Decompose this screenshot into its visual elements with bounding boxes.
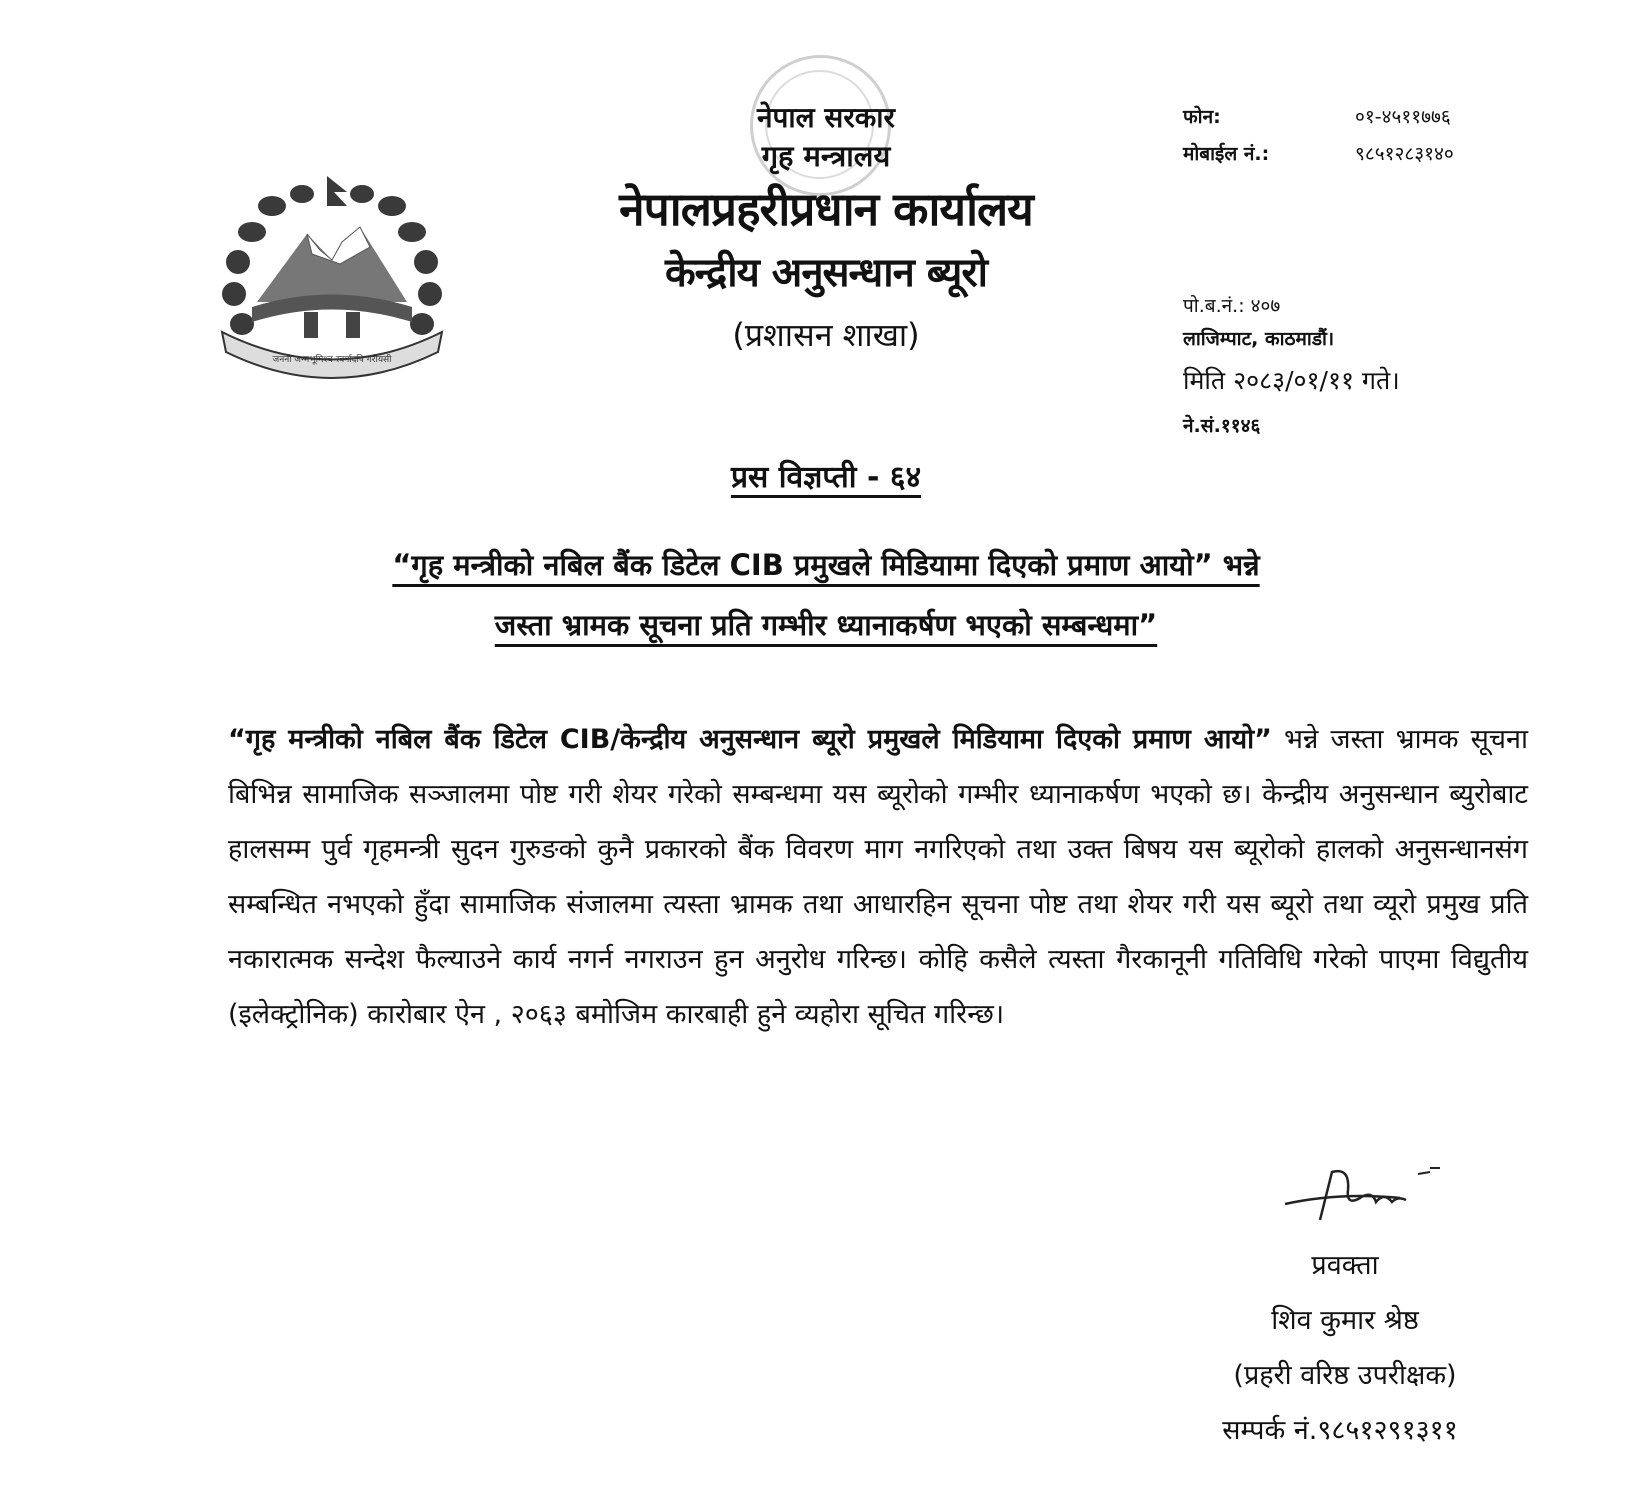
body-quote: “गृह मन्त्रीको नबिल बैंक डिटेल CIB/केन्द्रीय अनुसन्धान ब्यूरो प्रमुखले मिडियामा दिएको प्रमाण आयो” (228, 724, 1272, 755)
body-text: भन्ने जस्ता भ्रामक सूचना बिभिन्न सामाजिक सञ्जालमा पोष्ट गरी शेयर गरेको सम्बन्धमा यस ब्यूरोको गम्भीर ध्यानाकर्षण भएको छ। केन्द्रीय अनुसन्धान ब्युरोबाट हालसम्म पुर्व गृहमन्त्री सुदन गुरुङको कुनै प्रकारको बैंक विवरण माग नगरिएको तथा उक्त बिषय यस ब्यूरोको हालको अनुसन्धानसंग सम्बन्धित नभएको हुँदा सामाजिक संजालमा त्यस्ता भ्रामक तथा आधारहिन सूचना पोष्ट तथा शेयर गरी यस ब्यूरो तथा व्यूरो प्रमुख प्रति नकारात्मक सन्देश फैल्याउने कार्य नगर्न नगराउन हुन अनुरोध गरिन्छ। कोहि कसैले त्यस्ता गैरकानूनी गतिविधि गरेको पाएमा विद्युतीय (इलेक्ट्रोनिक) कारोबार ऐन , २०६३ बमोजिम कारबाही हुने व्यहोरा सूचित गरिन्छ। (228, 724, 1528, 1030)
subject-line-1 (0, 545, 1652, 584)
subject-line-1-text: “गृह मन्त्रीको नबिल बैंक डिटेल CIB प्रमुखले मिडियामा दिएको प्रमाण आयो” भन्ने (392, 548, 1260, 582)
mobile-label: मोबाईल नं.: (1183, 143, 1270, 165)
phone-value: ०१-४५११७७६ (1355, 106, 1451, 128)
branch-name: (प्रशासन शाखा) (732, 316, 920, 354)
bureau-name: केन्द्रीय अनुसन्धान ब्यूरो (664, 250, 988, 296)
signature-mark (1280, 1162, 1450, 1222)
signatory-contact: सम्पर्क नं.९८५१२९१३११ (1222, 1415, 1458, 1446)
gov-name: नेपाल सरकार (756, 101, 896, 134)
address: लाजिम्पाट, काठमाडौं। (1183, 328, 1335, 350)
pobox: पो.ब.नं.: ४०७ (1183, 295, 1281, 317)
notice-title-text: प्रस विज्ञप्ती - ६४ (730, 460, 922, 495)
ministry-name: गृह मन्त्रालय (761, 139, 891, 173)
emblem-motto: जननी जन्मभूमिश्च स्वर्गादपि गरीयसी (272, 355, 392, 365)
notice-body (228, 712, 1528, 1042)
phone-label: फोन: (1183, 106, 1221, 128)
nepal-sambat: ने.सं.११४६ (1183, 415, 1261, 437)
signatory-rank: (प्रहरी वरिष्ठ उपरीक्षक) (1233, 1360, 1457, 1391)
subject-line-2 (0, 605, 1652, 644)
mobile-value: ९८५१२८३१४० (1355, 143, 1454, 165)
subject-line-2-text: जस्ता भ्रामक सूचना प्रति गम्भीर ध्यानाकर्षण भएको सम्बन्धमा” (494, 608, 1158, 642)
signature (1280, 1162, 1450, 1222)
office-name: नेपालप्रहरीप्रधान कार्यालय (619, 182, 1033, 236)
date: मिति २०८३/०१/११ गते। (1183, 366, 1400, 395)
notice-title (0, 455, 1652, 496)
signatory-name: शिव कुमार श्रेष्ठ (1271, 1305, 1419, 1336)
signatory-role: प्रवक्ता (1311, 1250, 1379, 1281)
